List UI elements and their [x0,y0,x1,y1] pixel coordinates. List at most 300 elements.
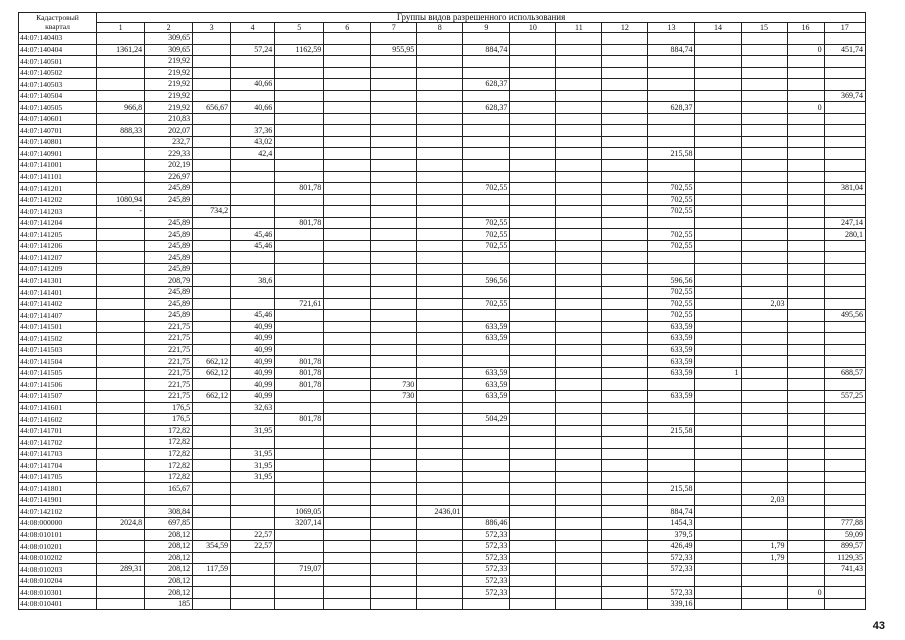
value-cell [741,587,787,599]
value-cell [371,575,417,587]
value-cell: 221,75 [145,333,193,345]
value-cell [324,598,371,610]
value-cell [787,310,824,322]
value-cell [463,471,510,483]
value-cell [417,529,463,541]
value-cell [275,390,324,402]
table-row [19,310,866,322]
value-cell: 40,99 [231,367,275,379]
value-cell [324,541,371,553]
value-cell [510,113,556,125]
value-cell [275,33,324,45]
table-row [19,598,866,610]
value-cell [556,275,602,287]
value-cell [97,240,145,252]
value-cell [824,460,865,472]
value-cell [371,136,417,148]
value-cell [97,333,145,345]
value-cell [787,171,824,183]
value-cell [417,217,463,229]
value-cell [193,552,231,564]
table-row [19,44,866,56]
value-cell [324,448,371,460]
value-cell [695,160,741,172]
corner-line1: Кадастровый [36,12,79,22]
value-cell [741,356,787,368]
value-cell [695,529,741,541]
value-cell [602,379,648,391]
value-cell [275,321,324,333]
cadastral-quarter-cell: 44:07:141204 [19,217,97,229]
value-cell: 245,89 [145,183,193,195]
cadastral-quarter-cell: 44:07:140901 [19,148,97,160]
value-cell [556,79,602,91]
column-number-header: 12 [602,23,648,33]
value-cell [324,298,371,310]
value-cell [417,379,463,391]
value-cell: 688,57 [824,367,865,379]
value-cell [695,379,741,391]
value-cell [602,333,648,345]
value-cell [741,44,787,56]
value-cell [231,183,275,195]
value-cell [193,298,231,310]
value-cell [371,414,417,426]
value-cell [824,587,865,599]
value-cell: 1080,94 [97,194,145,206]
table-row [19,483,866,495]
cadastral-quarter-cell: 44:07:140801 [19,136,97,148]
value-cell [193,240,231,252]
value-cell [602,483,648,495]
value-cell [787,79,824,91]
value-cell [417,298,463,310]
value-cell [463,125,510,137]
value-cell: 309,65 [145,44,193,56]
value-cell: 229,33 [145,148,193,160]
value-cell [602,541,648,553]
value-cell [193,79,231,91]
value-cell [417,44,463,56]
value-cell: 172,82 [145,460,193,472]
value-cell [602,194,648,206]
value-cell [741,425,787,437]
value-cell [97,356,145,368]
value-cell [602,356,648,368]
value-cell [556,240,602,252]
value-cell [97,344,145,356]
value-cell: 702,55 [648,298,695,310]
value-cell [193,471,231,483]
value-cell: 1,79 [741,552,787,564]
value-cell [695,321,741,333]
value-cell [787,160,824,172]
value-cell [648,171,695,183]
value-cell [602,298,648,310]
value-cell: 633,59 [463,390,510,402]
value-cell: 208,12 [145,564,193,576]
value-cell [741,67,787,79]
value-cell [787,194,824,206]
value-cell [556,44,602,56]
value-cell [417,160,463,172]
value-cell: 22,57 [231,541,275,553]
value-cell [417,390,463,402]
value-cell [824,414,865,426]
value-cell [741,471,787,483]
value-cell [275,240,324,252]
value-cell: 215,58 [648,483,695,495]
table-row [19,263,866,275]
table-row [19,102,866,114]
value-cell: 59,09 [824,529,865,541]
value-cell [695,240,741,252]
value-cell [417,90,463,102]
value-cell [648,252,695,264]
value-cell [741,102,787,114]
value-cell [695,598,741,610]
cadastral-quarter-cell: 44:07:140701 [19,125,97,137]
value-cell [193,425,231,437]
table-row [19,517,866,529]
value-cell [556,125,602,137]
value-cell [417,229,463,241]
value-cell [824,102,865,114]
value-cell [741,148,787,160]
value-cell [275,460,324,472]
value-cell: 801,78 [275,217,324,229]
value-cell: 572,33 [463,529,510,541]
value-cell [371,356,417,368]
value-cell [510,229,556,241]
value-cell [787,402,824,414]
value-cell [602,402,648,414]
value-cell [510,517,556,529]
table-row [19,183,866,195]
cadastral-quarter-cell: 44:08:010101 [19,529,97,541]
value-cell [417,113,463,125]
value-cell [648,136,695,148]
value-cell [371,460,417,472]
column-number-header: 2 [145,23,193,33]
value-cell [97,425,145,437]
cadastral-quarter-cell: 44:07:141702 [19,437,97,449]
value-cell: 45,46 [231,310,275,322]
value-cell [417,587,463,599]
value-cell [324,275,371,287]
value-cell [695,252,741,264]
value-cell [602,206,648,218]
value-cell [231,552,275,564]
value-cell: 221,75 [145,321,193,333]
value-cell [97,367,145,379]
value-cell [510,564,556,576]
table-row [19,79,866,91]
value-cell: 702,55 [648,194,695,206]
value-cell: 884,74 [648,506,695,518]
value-cell: 633,59 [648,333,695,345]
value-cell: 662,12 [193,390,231,402]
value-cell [824,136,865,148]
value-cell [602,587,648,599]
value-cell [97,575,145,587]
value-cell [648,67,695,79]
value-cell [324,113,371,125]
value-cell [417,102,463,114]
value-cell [787,552,824,564]
value-cell [463,206,510,218]
value-cell [463,310,510,322]
value-cell [324,460,371,472]
table-row [19,333,866,345]
value-cell [510,240,556,252]
table-row [19,437,866,449]
value-cell [741,460,787,472]
table-row [19,356,866,368]
value-cell [824,160,865,172]
value-cell [324,587,371,599]
value-cell [231,298,275,310]
value-cell: 572,33 [463,564,510,576]
value-cell: 176,5 [145,402,193,414]
value-cell [417,425,463,437]
value-cell [324,183,371,195]
value-cell: 451,74 [824,44,865,56]
value-cell [275,344,324,356]
cadastral-quarter-cell: 44:07:141901 [19,494,97,506]
value-cell [556,102,602,114]
value-cell: 185 [145,598,193,610]
value-cell [824,471,865,483]
value-cell [602,414,648,426]
value-cell: 702,55 [463,298,510,310]
value-cell [741,194,787,206]
value-cell: 245,89 [145,240,193,252]
value-cell [787,344,824,356]
value-cell: 572,33 [463,587,510,599]
value-cell [648,414,695,426]
value-cell: 381,04 [824,183,865,195]
value-cell [556,90,602,102]
value-cell [824,252,865,264]
value-cell: 45,46 [231,229,275,241]
value-cell [510,310,556,322]
value-cell: 215,58 [648,148,695,160]
cadastral-quarter-cell: 44:08:010401 [19,598,97,610]
value-cell [787,390,824,402]
value-cell [602,564,648,576]
value-cell [695,229,741,241]
value-cell [275,333,324,345]
value-cell [648,113,695,125]
value-cell [510,67,556,79]
value-cell [695,483,741,495]
value-cell [602,425,648,437]
value-cell [741,448,787,460]
value-cell: 721,61 [275,298,324,310]
value-cell [741,333,787,345]
value-cell [824,67,865,79]
value-cell: 215,58 [648,425,695,437]
value-cell [193,506,231,518]
value-cell: 354,59 [193,541,231,553]
value-cell [275,587,324,599]
value-cell [602,125,648,137]
value-cell [324,136,371,148]
value-cell [371,113,417,125]
value-cell [324,564,371,576]
value-cell [275,136,324,148]
value-cell: 572,33 [648,564,695,576]
value-cell [602,148,648,160]
value-cell [510,263,556,275]
value-cell [741,517,787,529]
value-cell [695,356,741,368]
value-cell [275,575,324,587]
value-cell [602,575,648,587]
value-cell: 662,12 [193,367,231,379]
value-cell [231,437,275,449]
value-cell [824,148,865,160]
value-cell [602,529,648,541]
value-cell [193,171,231,183]
cadastral-quarter-cell: 44:07:141504 [19,356,97,368]
value-cell [602,217,648,229]
value-cell [97,529,145,541]
value-cell [787,252,824,264]
value-cell [741,598,787,610]
value-cell [324,437,371,449]
cadastral-quarter-cell: 44:07:141801 [19,483,97,495]
value-cell [602,598,648,610]
value-cell: 40,66 [231,79,275,91]
value-cell: 219,92 [145,79,193,91]
value-cell: 202,19 [145,160,193,172]
value-cell [510,448,556,460]
value-cell [97,598,145,610]
value-cell [417,240,463,252]
value-cell [602,460,648,472]
value-cell [510,541,556,553]
table-row [19,148,866,160]
value-cell: 884,74 [648,44,695,56]
value-cell [787,494,824,506]
value-cell [97,321,145,333]
value-cell [741,287,787,299]
column-number-header: 8 [417,23,463,33]
value-cell [602,240,648,252]
value-cell [556,460,602,472]
value-cell [371,321,417,333]
value-cell [787,56,824,68]
value-cell: 1454,3 [648,517,695,529]
value-cell [510,425,556,437]
value-cell [275,67,324,79]
cadastral-quarter-cell: 44:07:141502 [19,333,97,345]
value-cell [463,356,510,368]
value-cell [510,367,556,379]
value-cell: 966,8 [97,102,145,114]
value-cell [97,552,145,564]
value-cell [193,183,231,195]
table-row [19,275,866,287]
value-cell [371,183,417,195]
value-cell [787,90,824,102]
value-cell [463,56,510,68]
value-cell: 245,89 [145,194,193,206]
value-cell [787,275,824,287]
value-cell [193,402,231,414]
cadastral-quarter-cell: 44:08:000000 [19,517,97,529]
value-cell [97,79,145,91]
value-cell [97,402,145,414]
value-cell [324,517,371,529]
cadastral-quarter-cell: 44:07:141505 [19,367,97,379]
value-cell [97,183,145,195]
value-cell [787,298,824,310]
value-cell [556,217,602,229]
value-cell [510,506,556,518]
value-cell [510,598,556,610]
value-cell [275,194,324,206]
value-cell [741,310,787,322]
value-cell [695,79,741,91]
value-cell: 730 [371,390,417,402]
value-cell [556,390,602,402]
value-cell: 702,55 [463,217,510,229]
value-cell [193,263,231,275]
value-cell: 40,99 [231,356,275,368]
value-cell [371,33,417,45]
value-cell: 221,75 [145,356,193,368]
value-cell [741,379,787,391]
value-cell [787,333,824,345]
value-cell [510,356,556,368]
value-cell [602,171,648,183]
value-cell [231,90,275,102]
value-cell [824,240,865,252]
value-cell [417,125,463,137]
value-cell [97,33,145,45]
value-cell [602,321,648,333]
value-cell [556,598,602,610]
value-cell [510,379,556,391]
value-cell [695,56,741,68]
table-row [19,448,866,460]
value-cell [741,483,787,495]
value-cell [602,367,648,379]
value-cell [371,587,417,599]
table-row [19,136,866,148]
value-cell [371,344,417,356]
value-cell [97,217,145,229]
value-cell [463,425,510,437]
value-cell [145,494,193,506]
cadastral-quarter-cell: 44:07:141209 [19,263,97,275]
value-cell [417,448,463,460]
value-cell [371,483,417,495]
value-cell [324,33,371,45]
value-cell: 2436,01 [417,506,463,518]
value-cell [417,310,463,322]
value-cell [417,344,463,356]
value-cell: 1361,24 [97,44,145,56]
value-cell [275,425,324,437]
table-row [19,414,866,426]
value-cell [275,79,324,91]
value-cell [556,425,602,437]
value-cell: 702,55 [648,206,695,218]
